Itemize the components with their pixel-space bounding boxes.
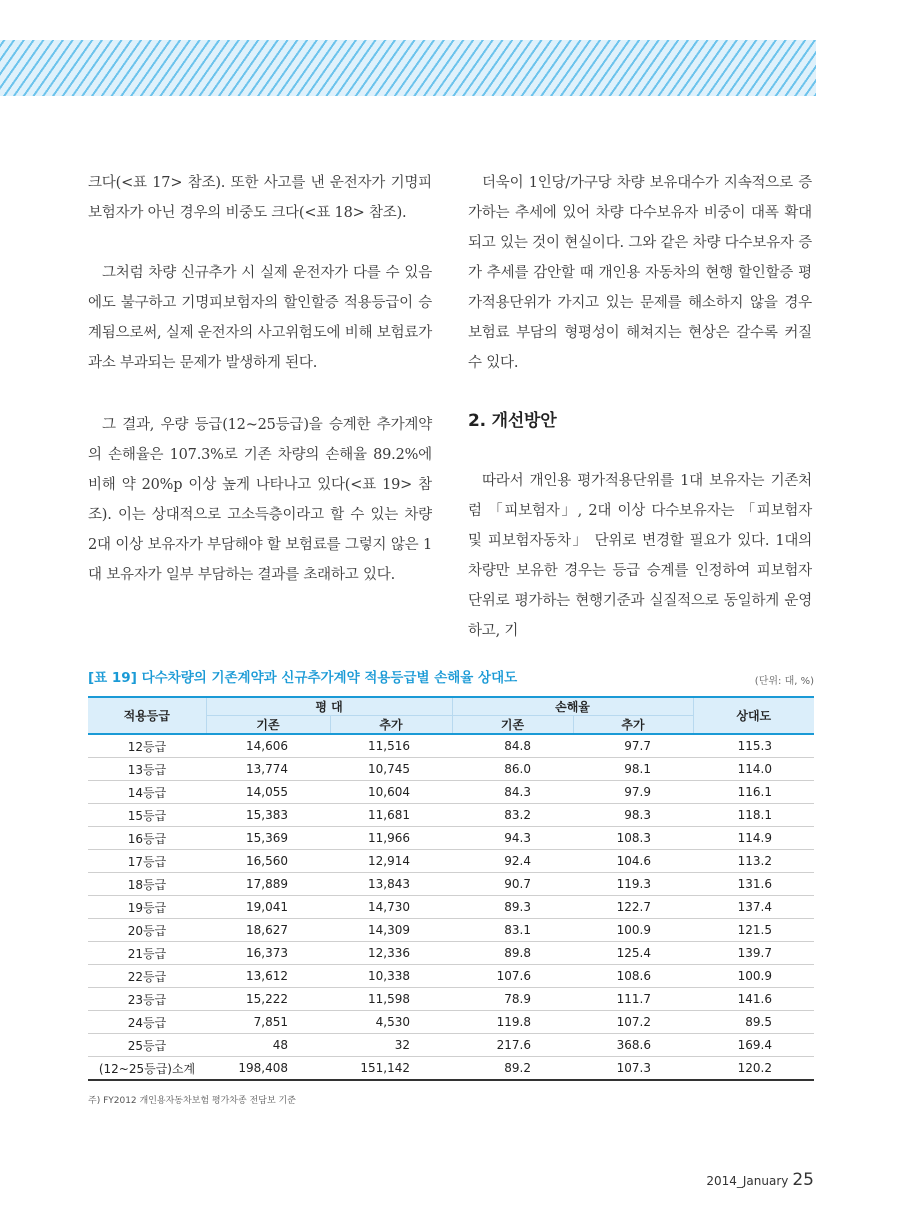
cell-loss-existing: 90.7	[452, 873, 573, 896]
table-note: 주) FY2012 개인용자동차보험 평가차종 전담보 기준	[88, 1096, 296, 1106]
table-row	[88, 1011, 814, 1034]
page-number: 25	[792, 1170, 814, 1190]
cell-grade: 16등급	[88, 827, 206, 850]
cell-loss-existing: 119.8	[452, 1011, 573, 1034]
cell-loss-existing: 86.0	[452, 758, 573, 781]
cell-grade: 24등급	[88, 1011, 206, 1034]
table-row	[88, 988, 814, 1011]
issue-label: 2014_January	[706, 1174, 789, 1188]
cell-count-existing: 14,055	[206, 781, 330, 804]
cell-loss-existing: 83.1	[452, 919, 573, 942]
cell-count-existing: 198,408	[206, 1057, 330, 1081]
header-loss-added: 추가	[573, 716, 693, 735]
table-row	[88, 804, 814, 827]
cell-loss-added: 97.9	[573, 781, 693, 804]
cell-count-existing: 18,627	[206, 919, 330, 942]
cell-count-existing: 15,369	[206, 827, 330, 850]
table-row	[88, 1034, 814, 1057]
cell-count-added: 14,730	[330, 896, 452, 919]
cell-relative: 120.2	[693, 1057, 814, 1081]
paragraph: 따라서 개인용 평가적용단위를 1대 보유자는 기존처럼 「피보험자」, 2대 이상 다수보유자는 「피보험자 및 피보험자동차」 단위로 변경할 필요가 있다. 1대의 차량만 보유한 경우는 등급 승계를 인정하여 피보험자 단위로 평가하는 현행기준과 실질적으로 동일하게 운영하고, 기	[468, 473, 812, 639]
cell-loss-existing: 84.3	[452, 781, 573, 804]
cell-loss-added: 98.1	[573, 758, 693, 781]
cell-loss-added: 125.4	[573, 942, 693, 965]
cell-count-added: 10,745	[330, 758, 452, 781]
cell-loss-existing: 89.2	[452, 1057, 573, 1081]
cell-loss-existing: 107.6	[452, 965, 573, 988]
cell-grade: 19등급	[88, 896, 206, 919]
left-text-column	[88, 168, 432, 590]
paragraph: 크다(<표 17> 참조). 또한 사고를 낸 운전자가 기명피보험자가 아닌 경우의 비중도 크다(<표 18> 참조).	[88, 175, 432, 221]
cell-loss-existing: 92.4	[452, 850, 573, 873]
table-row	[88, 734, 814, 758]
table-row	[88, 919, 814, 942]
cell-relative: 114.9	[693, 827, 814, 850]
section-heading: 2. 개선방안	[468, 411, 557, 431]
cell-loss-added: 122.7	[573, 896, 693, 919]
cell-grade: 23등급	[88, 988, 206, 1011]
header-count-added: 추가	[330, 716, 452, 735]
table-row	[88, 758, 814, 781]
cell-loss-added: 119.3	[573, 873, 693, 896]
loss-ratio-table	[88, 696, 814, 1081]
cell-relative: 169.4	[693, 1034, 814, 1057]
cell-count-added: 11,681	[330, 804, 452, 827]
header-grade: 적용등급	[88, 697, 206, 734]
cell-loss-added: 108.6	[573, 965, 693, 988]
header-count-existing: 기존	[206, 716, 330, 735]
cell-loss-existing: 94.3	[452, 827, 573, 850]
cell-count-existing: 7,851	[206, 1011, 330, 1034]
cell-loss-added: 108.3	[573, 827, 693, 850]
paragraph: 더욱이 1인당/가구당 차량 보유대수가 지속적으로 증가하는 추세에 있어 차량 다수보유자 비중이 대폭 확대되고 있는 것이 현실이다. 그와 같은 차량 다수보유자 증가 추세를 감안할 때 개인용 자동차의 현행 할인할증 평가적용단위가 가지고 있는 문제를 해소하지 않을 경우 보험료 부담의 형평성이 해쳐지는 현상은 갈수록 커질 수 있다.	[468, 175, 812, 371]
cell-relative: 115.3	[693, 734, 814, 758]
cell-relative: 114.0	[693, 758, 814, 781]
cell-loss-added: 107.3	[573, 1057, 693, 1081]
cell-loss-existing: 89.3	[452, 896, 573, 919]
header-relative: 상대도	[693, 697, 814, 734]
page-footer	[706, 1170, 814, 1190]
cell-count-added: 12,336	[330, 942, 452, 965]
cell-count-existing: 48	[206, 1034, 330, 1057]
table-row	[88, 965, 814, 988]
header-loss-existing: 기존	[452, 716, 573, 735]
cell-grade: 12등급	[88, 734, 206, 758]
table-row	[88, 850, 814, 873]
cell-count-added: 10,338	[330, 965, 452, 988]
table-title: [표 19] 다수차량의 기존계약과 신규추가계약 적용등급별 손해율 상대도	[88, 670, 518, 686]
paragraph: 그처럼 차량 신규추가 시 실제 운전자가 다를 수 있음에도 불구하고 기명피보험자의 할인할증 적용등급이 승계됨으로써, 실제 운전자의 사고위험도에 비해 보험료가 과소 부과되는 문제가 발생하게 된다.	[88, 265, 433, 371]
paragraph: 그 결과, 우량 등급(12~25등급)을 승계한 추가계약의 손해율은 107.3%로 기존 차량의 손해율 89.2%에 비해 약 20%p 이상 높게 나타나고 있다(<표 19> 참조). 이는 상대적으로 고소득층이라고 할 수 있는 차량 2대 이상 보유자가 부담해야 할 보험료를 그렇지 않은 1대 보유자가 일부 부담하는 결과를 초래하고 있다.	[88, 417, 432, 583]
cell-count-existing: 17,889	[206, 873, 330, 896]
cell-grade: 22등급	[88, 965, 206, 988]
header-stripe-band	[0, 40, 816, 96]
cell-loss-existing: 217.6	[452, 1034, 573, 1057]
cell-count-added: 11,598	[330, 988, 452, 1011]
cell-grade: 25등급	[88, 1034, 206, 1057]
cell-grade: 15등급	[88, 804, 206, 827]
cell-count-existing: 13,612	[206, 965, 330, 988]
cell-relative: 89.5	[693, 1011, 814, 1034]
table-total-row	[88, 1057, 814, 1081]
cell-loss-added: 111.7	[573, 988, 693, 1011]
cell-count-added: 12,914	[330, 850, 452, 873]
cell-loss-added: 104.6	[573, 850, 693, 873]
header-loss-group: 손해율	[452, 697, 693, 716]
cell-grade: 17등급	[88, 850, 206, 873]
cell-count-added: 4,530	[330, 1011, 452, 1034]
cell-relative: 139.7	[693, 942, 814, 965]
table-row	[88, 896, 814, 919]
cell-loss-existing: 78.9	[452, 988, 573, 1011]
cell-loss-added: 107.2	[573, 1011, 693, 1034]
cell-count-existing: 16,373	[206, 942, 330, 965]
cell-grade: 13등급	[88, 758, 206, 781]
cell-count-existing: 19,041	[206, 896, 330, 919]
cell-count-added: 14,309	[330, 919, 452, 942]
cell-relative: 113.2	[693, 850, 814, 873]
cell-count-added: 32	[330, 1034, 452, 1057]
cell-count-existing: 14,606	[206, 734, 330, 758]
cell-relative: 141.6	[693, 988, 814, 1011]
cell-relative: 131.6	[693, 873, 814, 896]
cell-relative: 118.1	[693, 804, 814, 827]
cell-loss-added: 97.7	[573, 734, 693, 758]
cell-relative: 121.5	[693, 919, 814, 942]
cell-loss-added: 98.3	[573, 804, 693, 827]
cell-count-added: 151,142	[330, 1057, 452, 1081]
cell-count-added: 11,516	[330, 734, 452, 758]
cell-relative: 137.4	[693, 896, 814, 919]
cell-loss-existing: 83.2	[452, 804, 573, 827]
cell-relative: 100.9	[693, 965, 814, 988]
cell-count-existing: 15,383	[206, 804, 330, 827]
cell-grade: 21등급	[88, 942, 206, 965]
cell-grade: (12~25등급)소계	[88, 1057, 206, 1081]
cell-grade: 14등급	[88, 781, 206, 804]
table-row	[88, 873, 814, 896]
table-row	[88, 827, 814, 850]
cell-count-existing: 13,774	[206, 758, 330, 781]
cell-grade: 20등급	[88, 919, 206, 942]
cell-count-existing: 15,222	[206, 988, 330, 1011]
cell-loss-added: 100.9	[573, 919, 693, 942]
cell-loss-added: 368.6	[573, 1034, 693, 1057]
table-body	[88, 734, 814, 1080]
header-count-group: 평 대	[206, 697, 452, 716]
cell-count-added: 13,843	[330, 873, 452, 896]
cell-count-added: 10,604	[330, 781, 452, 804]
cell-count-added: 11,966	[330, 827, 452, 850]
right-text-column	[468, 168, 812, 646]
table-unit: (단위: 대, %)	[754, 676, 814, 687]
table-row	[88, 781, 814, 804]
cell-grade: 18등급	[88, 873, 206, 896]
table-row	[88, 942, 814, 965]
cell-loss-existing: 89.8	[452, 942, 573, 965]
cell-loss-existing: 84.8	[452, 734, 573, 758]
cell-count-existing: 16,560	[206, 850, 330, 873]
cell-relative: 116.1	[693, 781, 814, 804]
